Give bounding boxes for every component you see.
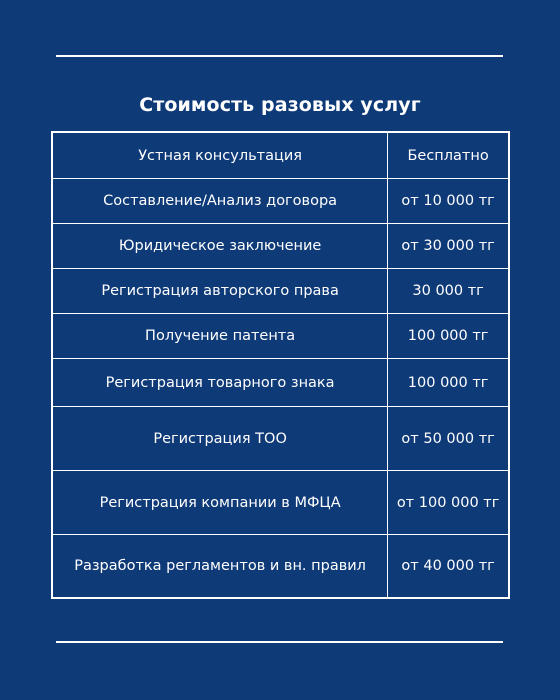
service-price-cell: 30 000 тг: [388, 269, 509, 314]
service-price-cell: от 100 000 тг: [388, 471, 509, 535]
service-name-cell: Составление/Анализ договора: [52, 179, 388, 224]
page-title: Стоимость разовых услуг: [139, 94, 421, 116]
service-price-cell: 100 000 тг: [388, 359, 509, 407]
table-row: [52, 535, 509, 599]
service-price-cell: от 40 000 тг: [388, 535, 509, 599]
table-row: [52, 224, 509, 269]
service-name-cell: Регистрация товарного знака: [52, 359, 388, 407]
service-price-cell: от 30 000 тг: [388, 224, 509, 269]
table-row: [52, 179, 509, 224]
service-price-cell: от 50 000 тг: [388, 407, 509, 471]
service-name-cell: Получение патента: [52, 314, 388, 359]
price-table: [51, 131, 510, 599]
table-row: [52, 132, 509, 179]
service-name-cell: Устная консультация: [52, 132, 388, 179]
service-name-cell: Разработка регламентов и вн. правил: [52, 535, 388, 599]
service-name-cell: Юридическое заключение: [52, 224, 388, 269]
service-name-cell: Регистрация авторского права: [52, 269, 388, 314]
bottom-divider: [56, 641, 503, 643]
top-divider: [56, 55, 503, 57]
service-price-cell: 100 000 тг: [388, 314, 509, 359]
table-row: [52, 407, 509, 471]
service-name-cell: Регистрация ТОО: [52, 407, 388, 471]
service-price-cell: Бесплатно: [388, 132, 509, 179]
table-row: [52, 359, 509, 407]
table-row: [52, 314, 509, 359]
table-row: [52, 269, 509, 314]
service-name-cell: Регистрация компании в МФЦА: [52, 471, 388, 535]
table-row: [52, 471, 509, 535]
service-price-cell: от 10 000 тг: [388, 179, 509, 224]
